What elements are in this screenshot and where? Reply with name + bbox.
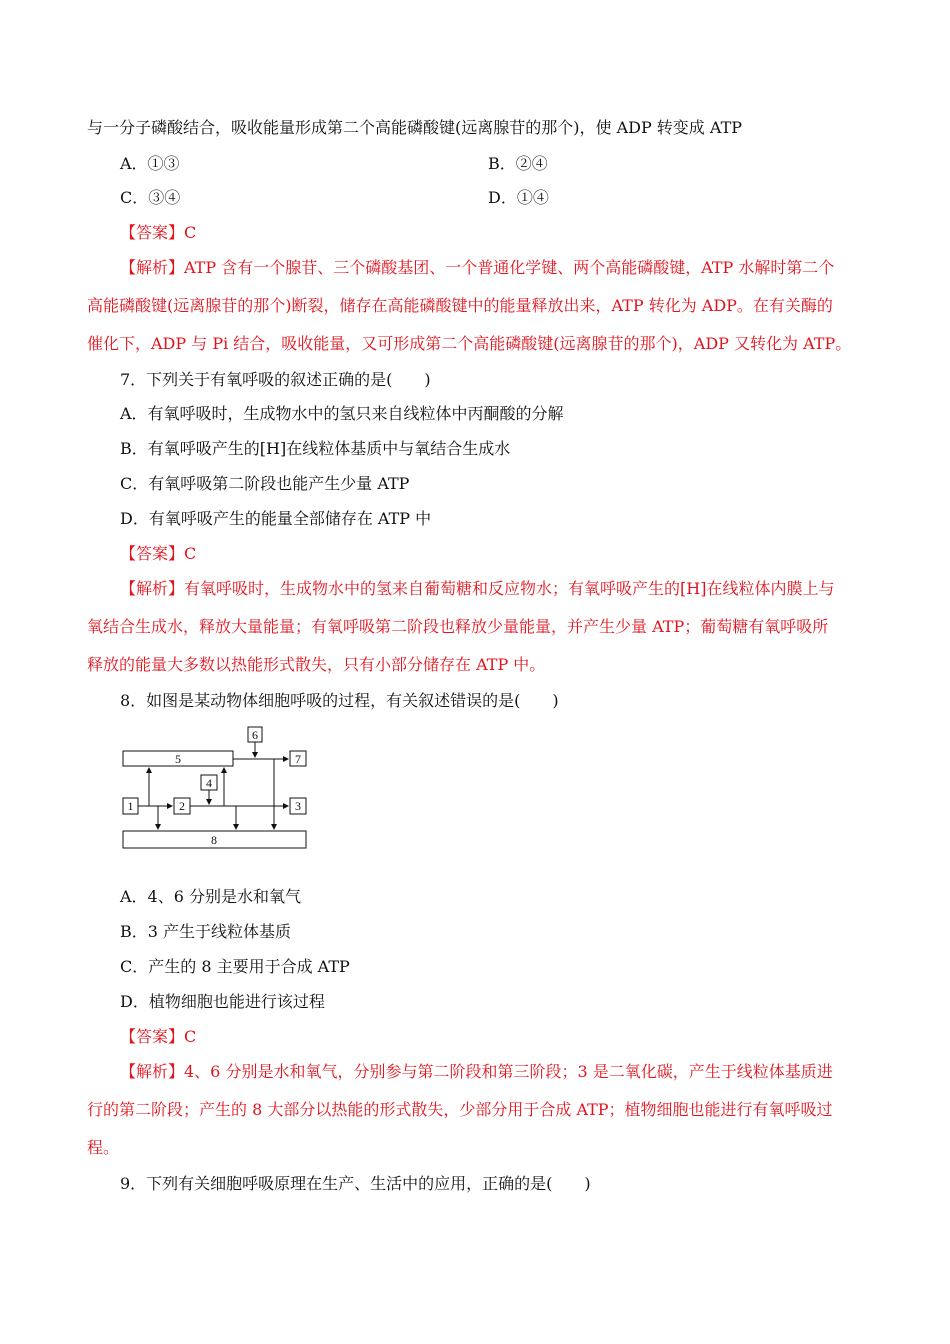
diagram-label-1: 1 [127,799,134,813]
q8-option-c: C．产生的 8 主要用于合成 ATP [120,957,350,976]
q7-option-b: B．有氧呼吸产生的[H]在线粒体基质中与氧结合生成水 [120,439,511,458]
diagram-label-3: 3 [295,799,301,813]
q6-answer: 【答案】C [120,223,197,242]
q6-option-c: C．③④ [120,188,181,207]
q8-option-b: B．3 产生于线粒体基质 [120,922,292,941]
diagram-label-7: 7 [295,752,301,766]
q7-option-a: A．有氧呼吸时，生成物水中的氢只来自线粒体中丙酮酸的分解 [120,404,564,423]
q8-analysis-line-3: 程。 [87,1138,120,1157]
diagram-label-5: 5 [175,752,181,766]
q7-answer: 【答案】C [120,544,197,563]
q6-analysis-line-3: 催化下，ADP 与 Pi 结合，吸收能量，又可形成第二个高能磷酸键(远离腺苷的那个)，ADP 又转化为 ATP。 [87,334,852,353]
q8-option-a: A．4、6 分别是水和氧气 [120,887,302,906]
q7-analysis-line-3: 释放的能量大多数以热能形式散失，只有小部分储存在 ATP 中。 [87,655,546,674]
question-9-stem: 9．下列有关细胞呼吸原理在生产、生活中的应用，正确的是( ) [120,1174,591,1193]
q6-option-b: B．②④ [488,154,548,173]
q7-analysis-line-2: 氧结合生成水，释放大量能量；有氧呼吸第二阶段也释放少量能量，并产生少量 ATP；葡萄糖有氧呼吸所 [87,617,829,636]
q7-analysis-line-1: 【解析】有氧呼吸时，生成物水中的氢来自葡萄糖和反应物水；有氧呼吸产生的[H]在线粒体内膜上与 [120,579,835,598]
q6-analysis-line-2: 高能磷酸键(远离腺苷的那个)断裂，储存在高能磷酸键中的能量释放出来，ATP 转化为 ADP。在有关酶的 [87,296,833,315]
q7-option-d: D．有氧呼吸产生的能量全部储存在 ATP 中 [120,509,432,528]
question-7-stem: 7．下列关于有氧呼吸的叙述正确的是( ) [120,370,431,389]
q6-option-a: A．①③ [120,154,180,173]
q8-analysis-line-1: 【解析】4、6 分别是水和氧气，分别参与第二阶段和第三阶段；3 是二氧化碳，产生于线粒体基质进 [120,1062,833,1081]
diagram-label-4: 4 [206,776,212,790]
q8-answer: 【答案】C [120,1027,197,1046]
diagram-label-6: 6 [252,728,258,742]
respiration-diagram [118,724,312,852]
diagram-label-8: 8 [211,833,217,847]
question-8-stem: 8．如图是某动物体细胞呼吸的过程，有关叙述错误的是( ) [120,691,559,710]
q8-option-d: D．植物细胞也能进行该过程 [120,992,325,1011]
diagram-label-2: 2 [179,799,185,813]
q6-option-d: D．①④ [488,188,549,207]
q7-option-c: C．有氧呼吸第二阶段也能产生少量 ATP [120,474,410,493]
q8-analysis-line-2: 行的第二阶段；产生的 8 大部分以热能的形式散失，少部分用于合成 ATP；植物细胞也能进行有氧呼吸过 [87,1100,833,1119]
q6-analysis-line-1: 【解析】ATP 含有一个腺苷、三个磷酸基团、一个普通化学键、两个高能磷酸键，ATP 水解时第二个 [120,258,835,277]
question-6-stem-tail: 与一分子磷酸结合，吸收能量形成第二个高能磷酸键(远离腺苷的那个)，使 ADP 转变成 ATP [87,118,743,137]
